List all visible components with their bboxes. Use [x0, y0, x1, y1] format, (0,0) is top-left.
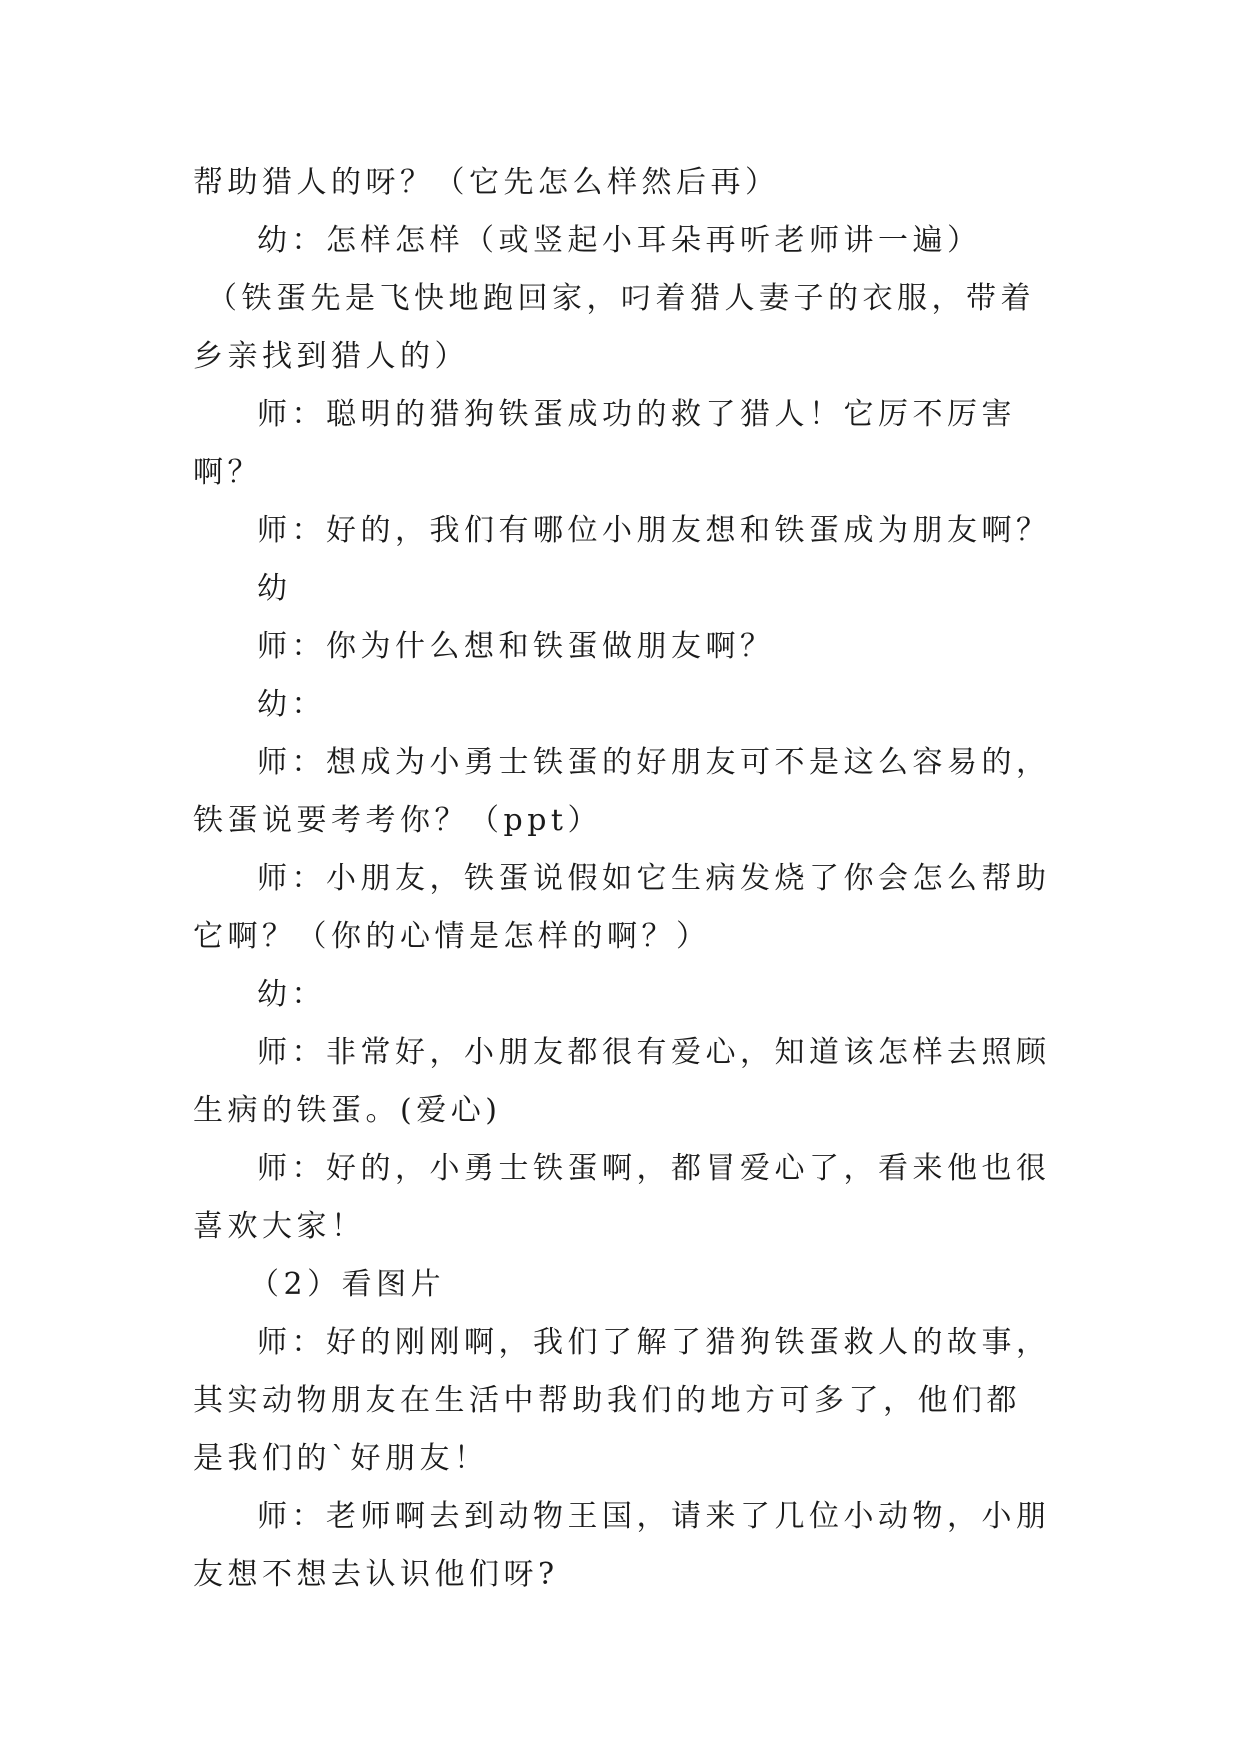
- paragraph: （铁蛋先是飞快地跑回家，叼着猎人妻子的衣服，带着乡亲找到猎人的）: [193, 281, 1035, 374]
- paragraph: 师：聪明的猎狗铁蛋成功的救了猎人！它厉不厉害啊？: [193, 397, 1016, 490]
- paragraph: 师：你为什么想和铁蛋做朋友啊？: [257, 629, 775, 664]
- paragraph: 幼：: [257, 977, 326, 1012]
- paragraph: 幼: [257, 571, 292, 606]
- paragraph: 师：老师啊去到动物王国，请来了几位小动物，小朋友想不想去认识他们呀?: [193, 1499, 1051, 1592]
- paragraph: 幼：: [257, 687, 326, 722]
- section-heading: （2）看图片: [249, 1267, 446, 1302]
- paragraph: 师：好的，我们有哪位小朋友想和铁蛋成为朋友啊？: [257, 513, 1051, 548]
- paragraph: 帮助猎人的呀？（它先怎么样然后再）: [193, 165, 780, 200]
- paragraph: 师：好的刚刚啊，我们了解了猎狗铁蛋救人的故事，其实动物朋友在生活中帮助我们的地方可多了，他们都是我们的`好朋友！: [193, 1325, 1051, 1476]
- paragraph: 师：非常好，小朋友都很有爱心，知道该怎样去照顾生病的铁蛋。(爱心): [193, 1035, 1051, 1128]
- document-page: [193, 154, 1053, 1604]
- paragraph: 幼：怎样怎样（或竖起小耳朵再听老师讲一遍）: [257, 223, 982, 258]
- paragraph: 师：小朋友，铁蛋说假如它生病发烧了你会怎么帮助它啊？（你的心情是怎样的啊？）: [193, 861, 1051, 954]
- paragraph: 师：想成为小勇士铁蛋的好朋友可不是这么容易的，铁蛋说要考考你？（ppt）: [193, 745, 1051, 838]
- paragraph: 师：好的，小勇士铁蛋啊，都冒爱心了，看来他也很喜欢大家！: [193, 1151, 1051, 1244]
